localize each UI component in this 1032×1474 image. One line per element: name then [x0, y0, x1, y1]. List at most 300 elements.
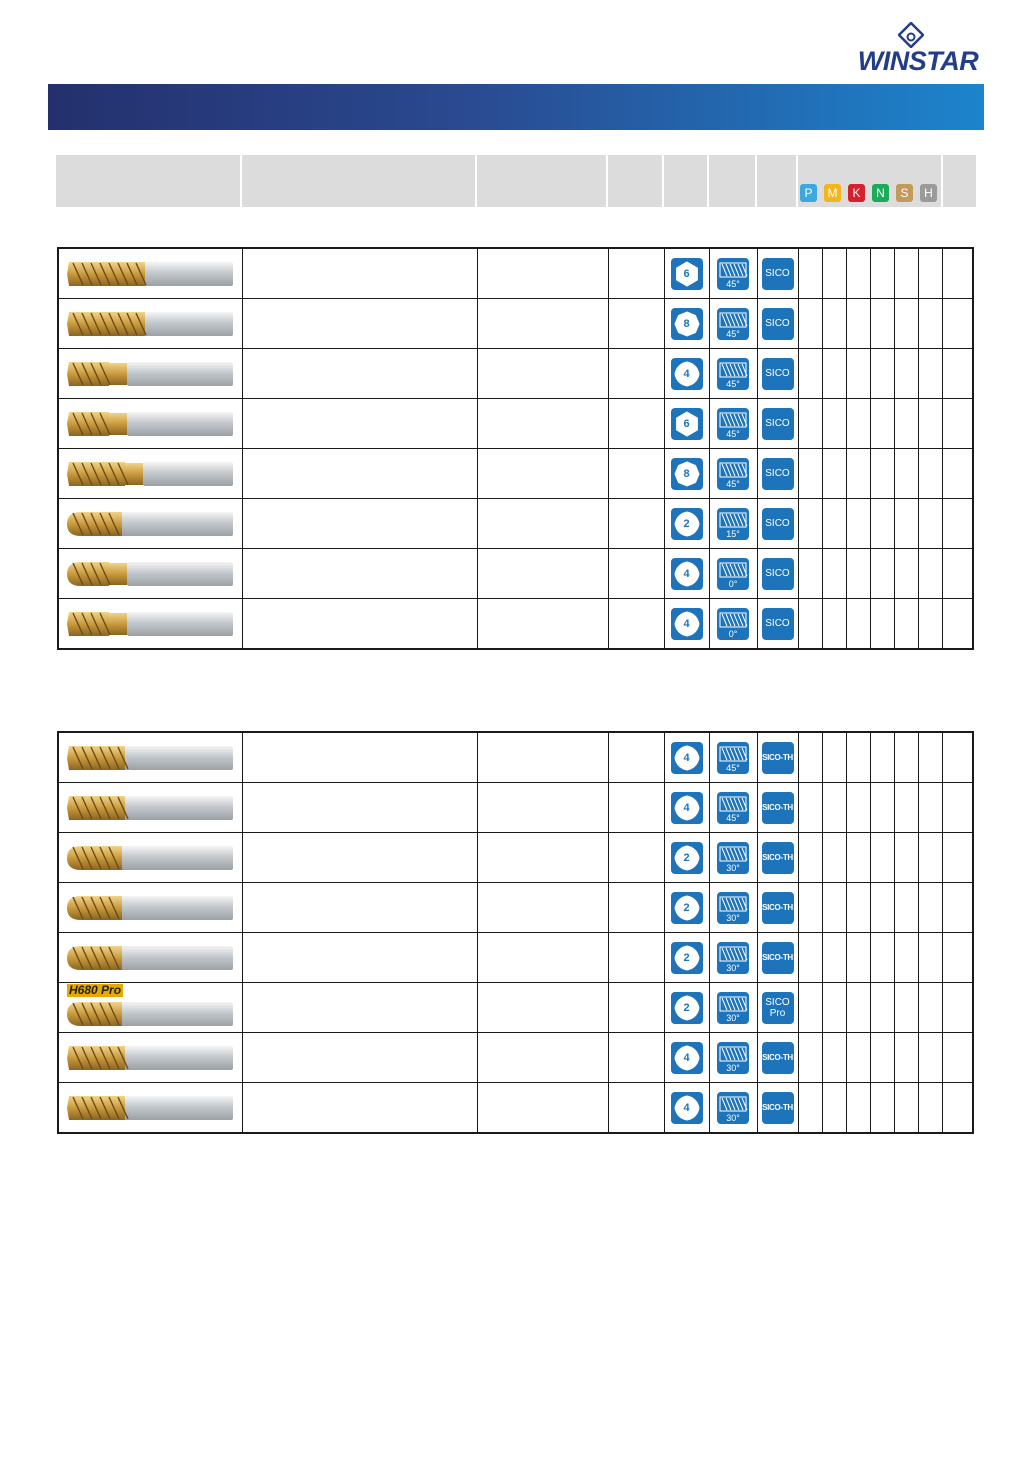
swirl-flute-icon [671, 842, 703, 874]
data-cell [918, 399, 942, 449]
tool-image-cell [58, 549, 242, 599]
data-cell [822, 783, 846, 833]
data-cell [846, 549, 870, 599]
data-cell [918, 499, 942, 549]
data-cell [894, 732, 918, 783]
tool-image-cell [58, 883, 242, 933]
coating-cell [757, 933, 798, 983]
data-cell [870, 349, 894, 399]
data-cell [846, 299, 870, 349]
octa-flute-icon [671, 458, 703, 490]
end-mill-image [67, 843, 233, 878]
data-cell [942, 349, 973, 399]
data-cell [870, 983, 894, 1033]
data-cell [798, 399, 822, 449]
data-cell [918, 1033, 942, 1083]
data-cell [918, 883, 942, 933]
coating-badge: SICO-TH [762, 792, 794, 824]
data-cell [918, 732, 942, 783]
coating-badge: SICO-TH [762, 742, 794, 774]
coating-badge: SICO [762, 308, 794, 340]
helix-angle-icon [717, 358, 749, 390]
data-cell [477, 883, 608, 933]
data-cell [846, 732, 870, 783]
data-cell [894, 399, 918, 449]
end-mill-image [67, 999, 233, 1034]
data-cell [608, 449, 664, 499]
data-cell [798, 883, 822, 933]
data-cell [242, 783, 477, 833]
helix-cell [709, 299, 757, 349]
helix-angle-icon [717, 258, 749, 290]
swirl-flute-icon [671, 558, 703, 590]
end-mill-image [67, 359, 233, 394]
data-cell [608, 983, 664, 1033]
table-row [58, 299, 973, 349]
helix-angle-icon [717, 1042, 749, 1074]
flute-count: 4 [683, 751, 690, 764]
flute-count: 6 [683, 417, 690, 430]
data-cell [798, 1083, 822, 1134]
data-cell [798, 983, 822, 1033]
data-cell [608, 499, 664, 549]
helix-angle: 0° [728, 578, 738, 589]
tool-image-cell [58, 783, 242, 833]
flute-cell [664, 499, 709, 549]
helix-angle: 45° [726, 378, 740, 389]
coating-cell [757, 599, 798, 650]
coating-cell [757, 449, 798, 499]
helix-cell [709, 783, 757, 833]
tool-image-cell [58, 349, 242, 399]
data-cell [870, 599, 894, 650]
data-cell [242, 549, 477, 599]
data-cell [242, 248, 477, 299]
data-cell [822, 933, 846, 983]
data-cell [242, 449, 477, 499]
data-cell [894, 349, 918, 399]
helix-angle: 30° [726, 1062, 740, 1073]
end-mill-image [67, 559, 233, 594]
data-cell [870, 833, 894, 883]
flute-cell [664, 783, 709, 833]
end-mill-image [67, 943, 233, 978]
tool-image-cell [58, 399, 242, 449]
data-cell [870, 299, 894, 349]
flute-cell [664, 883, 709, 933]
swirl-flute-icon [671, 792, 703, 824]
data-cell [608, 883, 664, 933]
data-cell [894, 883, 918, 933]
material-badge-k: K [848, 184, 865, 202]
helix-angle-icon [717, 842, 749, 874]
helix-angle-icon [717, 742, 749, 774]
data-cell [798, 783, 822, 833]
data-cell [846, 499, 870, 549]
helix-angle: 45° [726, 762, 740, 773]
helix-angle-icon [717, 992, 749, 1024]
data-cell [918, 248, 942, 299]
data-cell [942, 732, 973, 783]
data-cell [870, 933, 894, 983]
data-cell [822, 599, 846, 650]
data-cell [242, 299, 477, 349]
material-badge-n: N [872, 184, 889, 202]
swirl-flute-icon [671, 1092, 703, 1124]
end-mill-image [67, 509, 233, 544]
data-cell [918, 349, 942, 399]
data-cell [822, 549, 846, 599]
flute-cell [664, 248, 709, 299]
tool-image-cell [58, 732, 242, 783]
octa-flute-icon [671, 308, 703, 340]
table-row [58, 933, 973, 983]
data-cell [846, 599, 870, 650]
helix-angle: 30° [726, 912, 740, 923]
table-row [58, 449, 973, 499]
data-cell [242, 883, 477, 933]
data-cell [242, 499, 477, 549]
flute-cell [664, 599, 709, 650]
tool-image-cell [58, 983, 242, 1033]
flute-count: 4 [683, 367, 690, 380]
helix-cell [709, 549, 757, 599]
brand-logo [850, 22, 986, 76]
data-cell [242, 732, 477, 783]
helix-angle-icon [717, 1092, 749, 1124]
coating-badge: SICO [762, 358, 794, 390]
data-cell [608, 933, 664, 983]
data-cell [942, 833, 973, 883]
flute-cell [664, 983, 709, 1033]
data-cell [608, 399, 664, 449]
swirl-flute-icon [671, 942, 703, 974]
series-tag: H680 Pro [69, 983, 122, 997]
data-cell [942, 449, 973, 499]
coating-badge: SICO-TH [762, 1092, 794, 1124]
helix-angle-icon [717, 458, 749, 490]
coating-cell [757, 1083, 798, 1134]
end-mill-image [67, 609, 233, 644]
data-cell [870, 549, 894, 599]
data-cell [608, 833, 664, 883]
data-cell [798, 833, 822, 883]
helix-angle: 45° [726, 328, 740, 339]
data-cell [608, 599, 664, 650]
data-cell [477, 1033, 608, 1083]
data-cell [477, 833, 608, 883]
helix-angle: 45° [726, 428, 740, 439]
flute-cell [664, 833, 709, 883]
data-cell [918, 983, 942, 1033]
data-cell [798, 499, 822, 549]
data-cell [822, 1033, 846, 1083]
data-cell [798, 248, 822, 299]
data-cell [242, 349, 477, 399]
coating-badge: SICO [762, 558, 794, 590]
data-cell [798, 933, 822, 983]
table-row [58, 349, 973, 399]
data-cell [608, 732, 664, 783]
data-cell [608, 349, 664, 399]
table-row [58, 732, 973, 783]
data-cell [822, 248, 846, 299]
flute-cell [664, 349, 709, 399]
tool-image-cell [58, 833, 242, 883]
data-cell [846, 349, 870, 399]
coating-badge: SICO [762, 508, 794, 540]
data-cell [846, 983, 870, 1033]
material-badge-s: S [896, 184, 913, 202]
table-row [58, 248, 973, 299]
helix-cell [709, 499, 757, 549]
helix-angle: 15° [726, 528, 740, 539]
data-cell [870, 783, 894, 833]
helix-angle-icon [717, 892, 749, 924]
data-cell [798, 449, 822, 499]
helix-angle: 30° [726, 962, 740, 973]
coating-cell [757, 783, 798, 833]
end-mill-image [67, 743, 233, 778]
data-cell [822, 883, 846, 933]
data-cell [477, 1083, 608, 1134]
data-cell [942, 299, 973, 349]
flute-cell [664, 933, 709, 983]
helix-angle: 45° [726, 478, 740, 489]
data-cell [918, 449, 942, 499]
data-cell [918, 299, 942, 349]
hex-flute-icon [671, 258, 703, 290]
coating-cell [757, 883, 798, 933]
helix-angle: 45° [726, 278, 740, 289]
end-mill-image [67, 259, 233, 294]
table-row [58, 549, 973, 599]
coating-cell [757, 549, 798, 599]
data-cell [822, 399, 846, 449]
data-cell [894, 1033, 918, 1083]
flute-count: 2 [683, 951, 690, 964]
data-cell [608, 1033, 664, 1083]
helix-cell [709, 599, 757, 650]
swirl-flute-icon [671, 358, 703, 390]
data-cell [242, 983, 477, 1033]
flute-count: 6 [683, 267, 690, 280]
tool-image-cell [58, 449, 242, 499]
helix-angle-icon [717, 408, 749, 440]
data-cell [870, 499, 894, 549]
helix-cell [709, 399, 757, 449]
data-cell [894, 983, 918, 1033]
end-mill-image [67, 893, 233, 928]
data-cell [870, 1083, 894, 1134]
helix-angle-icon [717, 508, 749, 540]
data-cell [942, 248, 973, 299]
data-cell [798, 549, 822, 599]
tool-image-cell [58, 599, 242, 650]
flute-count: 4 [683, 1051, 690, 1064]
helix-cell [709, 449, 757, 499]
data-cell [608, 299, 664, 349]
coating-cell [757, 349, 798, 399]
data-cell [846, 933, 870, 983]
data-cell [242, 833, 477, 883]
table-row [58, 599, 973, 650]
coating-badge: SICO [762, 458, 794, 490]
data-cell [822, 833, 846, 883]
data-cell [477, 499, 608, 549]
data-cell [822, 983, 846, 1033]
coating-badge: SICO-TH [762, 942, 794, 974]
data-cell [477, 399, 608, 449]
data-cell [918, 599, 942, 650]
flute-count: 2 [683, 1001, 690, 1014]
flute-cell [664, 549, 709, 599]
data-cell [894, 299, 918, 349]
data-cell [242, 1083, 477, 1134]
helix-angle-icon [717, 942, 749, 974]
data-cell [846, 248, 870, 299]
swirl-flute-icon [671, 892, 703, 924]
data-cell [477, 449, 608, 499]
data-cell [798, 349, 822, 399]
data-cell [942, 499, 973, 549]
flute-count: 4 [683, 1101, 690, 1114]
helix-angle-icon [717, 608, 749, 640]
data-cell [846, 1033, 870, 1083]
data-cell [477, 349, 608, 399]
coating-badge: SICO-TH [762, 1042, 794, 1074]
data-cell [822, 499, 846, 549]
data-cell [918, 549, 942, 599]
coating-badge: SICO [762, 608, 794, 640]
data-cell [846, 833, 870, 883]
data-cell [477, 983, 608, 1033]
coating-cell [757, 399, 798, 449]
data-cell [477, 783, 608, 833]
coating-badge: SICO [762, 258, 794, 290]
data-cell [942, 883, 973, 933]
table-row [58, 833, 973, 883]
helix-angle-icon [717, 558, 749, 590]
data-cell [846, 449, 870, 499]
coating-cell [757, 983, 798, 1033]
data-cell [846, 399, 870, 449]
data-cell [870, 732, 894, 783]
data-cell [942, 1033, 973, 1083]
flute-count: 2 [683, 517, 690, 530]
flute-cell [664, 449, 709, 499]
flute-count: 4 [683, 801, 690, 814]
table-row [58, 883, 973, 933]
tool-image-cell [58, 933, 242, 983]
data-cell [242, 1033, 477, 1083]
data-cell [477, 933, 608, 983]
product-table-1 [57, 247, 974, 650]
data-cell [942, 599, 973, 650]
data-cell [894, 549, 918, 599]
helix-cell [709, 1083, 757, 1134]
data-cell [608, 783, 664, 833]
data-cell [894, 833, 918, 883]
end-mill-image [67, 1043, 233, 1078]
data-cell [608, 549, 664, 599]
data-cell [477, 549, 608, 599]
helix-cell [709, 1033, 757, 1083]
end-mill-image [67, 309, 233, 344]
data-cell [242, 933, 477, 983]
data-cell [242, 599, 477, 650]
swirl-flute-icon [671, 992, 703, 1024]
flute-cell [664, 299, 709, 349]
swirl-flute-icon [671, 608, 703, 640]
data-cell [822, 349, 846, 399]
data-cell [798, 732, 822, 783]
swirl-flute-icon [671, 742, 703, 774]
product-table-2 [57, 731, 974, 1134]
coating-cell [757, 499, 798, 549]
tool-image-cell [58, 1033, 242, 1083]
data-cell [942, 1083, 973, 1134]
data-cell [477, 299, 608, 349]
helix-cell [709, 883, 757, 933]
data-cell [918, 1083, 942, 1134]
flute-cell [664, 1083, 709, 1134]
data-cell [846, 783, 870, 833]
helix-cell [709, 833, 757, 883]
data-cell [942, 783, 973, 833]
data-cell [942, 983, 973, 1033]
table-row [58, 783, 973, 833]
data-cell [894, 499, 918, 549]
data-cell [918, 933, 942, 983]
table-row [58, 399, 973, 449]
table-row [58, 1033, 973, 1083]
coating-cell [757, 1033, 798, 1083]
flute-count: 8 [683, 467, 690, 480]
helix-angle-icon [717, 308, 749, 340]
flute-count: 4 [683, 567, 690, 580]
helix-angle: 30° [726, 1112, 740, 1123]
data-cell [894, 783, 918, 833]
data-cell [798, 1033, 822, 1083]
helix-cell [709, 349, 757, 399]
data-cell [846, 1083, 870, 1134]
tool-image-cell [58, 499, 242, 549]
data-cell [477, 599, 608, 650]
coating-cell [757, 833, 798, 883]
end-mill-image [67, 1093, 233, 1128]
logo-diamond-icon [898, 22, 924, 48]
helix-cell [709, 933, 757, 983]
tool-image-cell [58, 1083, 242, 1134]
data-cell [918, 783, 942, 833]
data-cell [822, 732, 846, 783]
data-cell [822, 449, 846, 499]
flute-cell [664, 399, 709, 449]
tool-image-cell [58, 248, 242, 299]
flute-cell [664, 732, 709, 783]
data-cell [822, 299, 846, 349]
hex-flute-icon [671, 408, 703, 440]
data-cell [798, 299, 822, 349]
end-mill-image [67, 459, 233, 494]
data-cell [608, 1083, 664, 1134]
data-cell [894, 933, 918, 983]
helix-angle: 30° [726, 1012, 740, 1023]
helix-angle: 30° [726, 862, 740, 873]
flute-cell [664, 1033, 709, 1083]
helix-angle-icon [717, 792, 749, 824]
